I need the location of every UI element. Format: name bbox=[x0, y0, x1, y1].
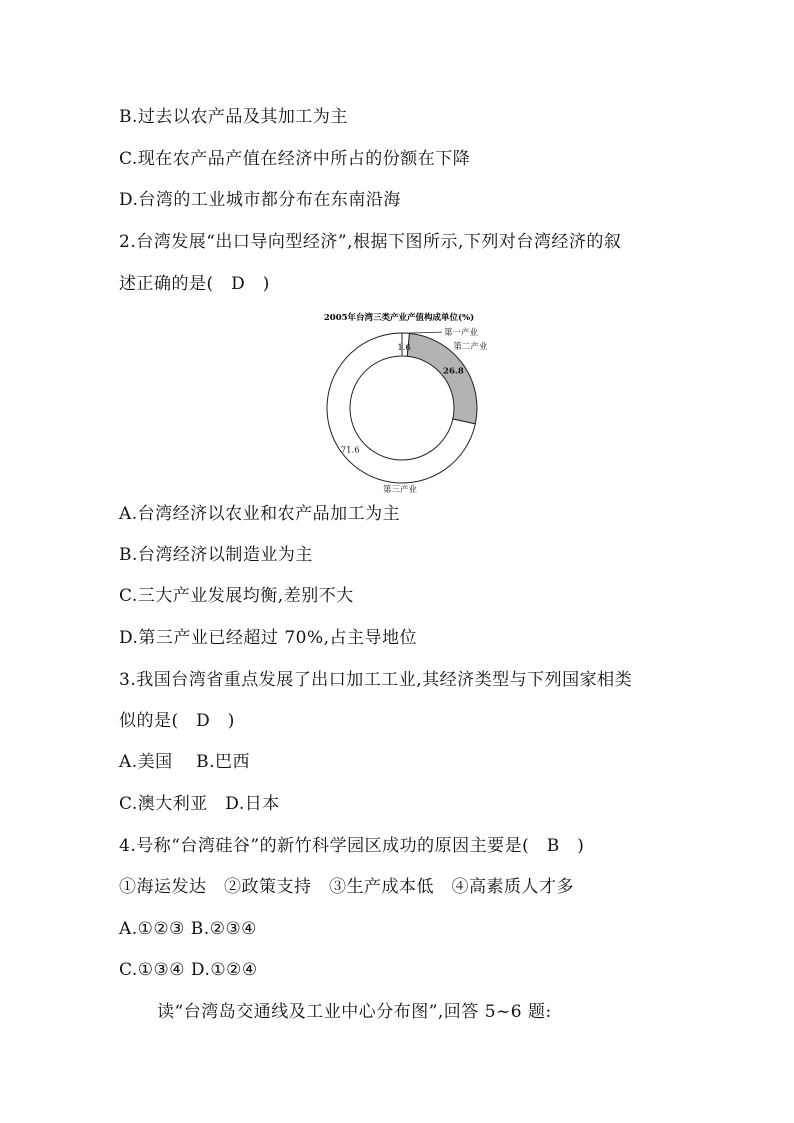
data-label-2: 26.8 bbox=[443, 366, 464, 377]
option-c-q1: C.现在农产品产值在经济中所占的份额在下降 bbox=[119, 149, 471, 169]
option-a-q2: A.台湾经济以农业和农产品加工为主 bbox=[119, 504, 401, 524]
leader-line-primary bbox=[406, 332, 442, 333]
option-b-q2: B.台湾经济以制造业为主 bbox=[119, 545, 313, 565]
data-label-3: 71.6 bbox=[340, 445, 360, 456]
question-3-stem-line1: 3.我国台湾省重点发展了出口加工工业,其经济类型与下列国家相类 bbox=[119, 670, 633, 690]
option-d-q2: D.第三产业已经超过 70%,占主导地位 bbox=[119, 628, 418, 648]
options-ab-q3: A.美国 B.巴西 bbox=[119, 752, 250, 772]
chart-title: 2005年台湾三类产业产值构成单位(%) bbox=[323, 313, 475, 323]
question-3-stem-line2: 似的是( D ) bbox=[119, 711, 235, 731]
category-label-2: 第二产业 bbox=[453, 342, 488, 353]
option-c-q2: C.三大产业发展均衡,差别不大 bbox=[119, 586, 354, 606]
category-label-3: 第三产业 bbox=[382, 485, 418, 495]
category-label-1: 第一产业 bbox=[444, 328, 479, 339]
question-2-stem-line2: 述正确的是( D ) bbox=[119, 274, 270, 294]
option-d-q1: D.台湾的工业城市都分布在东南沿海 bbox=[119, 190, 401, 210]
map-reading-instruction: 读“台湾岛交通线及工业中心分布图”,回答 5~6 题: bbox=[157, 1002, 552, 1022]
question-4-reasons: ①海运发达 ②政策支持 ③生产成本低 ④高素质人才多 bbox=[119, 877, 574, 897]
industry-donut-chart bbox=[292, 306, 512, 495]
donut-chart-svg bbox=[292, 306, 512, 495]
question-2-stem-line1: 2.台湾发展“出口导向型经济”,根据下图所示,下列对台湾经济的叙 bbox=[119, 232, 622, 252]
data-label-1: 1.6 bbox=[397, 343, 411, 354]
options-ab-q4: A.①②③ B.②③④ bbox=[119, 919, 257, 939]
options-cd-q4: C.①③④ D.①②④ bbox=[119, 960, 258, 980]
options-cd-q3: C.澳大利亚 D.日本 bbox=[119, 794, 280, 814]
option-b-q1: B.过去以农产品及其加工为主 bbox=[119, 107, 348, 127]
question-4-stem: 4.号称“台湾硅谷”的新竹科学园区成功的原因主要是( B ) bbox=[119, 836, 585, 856]
